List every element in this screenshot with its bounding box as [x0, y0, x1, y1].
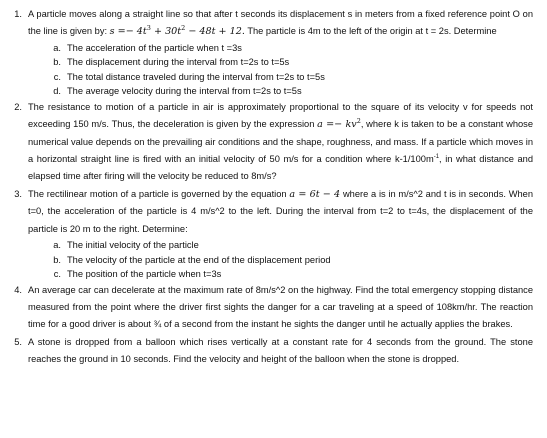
deceleration-equation: $a =- kv^2$: [317, 117, 361, 131]
problem-body: [28, 186, 533, 282]
statement-text: The rectilinear motion of a particle is governed by the equation: [28, 188, 287, 199]
problem-body: [28, 6, 533, 99]
problem-statement: [28, 186, 533, 238]
problem-body: [28, 334, 533, 369]
problem-set: [0, 6, 547, 369]
problem-number: 1.: [14, 9, 22, 19]
statement-text: , in what distance and elapsed time after firing will the velocity be reduced to 8m/s?: [28, 154, 533, 182]
problem-4: [0, 282, 547, 334]
problem-statement: An average car can decelerate at the maximum rate of 8m/s^2 on the highway. Find the total emergency stopping distance measured from the point where the driver first sights the danger for a car traveling at a speed of 108km/hr. The reaction time for a good driver is about ¾ of a second from the instant he sights the danger until he actually applies the brakes.: [28, 284, 533, 330]
unit-exponent: -1: [433, 154, 440, 161]
sub-question: a. The acceleration of the particle when t =3s: [53, 42, 242, 53]
problem-number: 3.: [14, 188, 22, 199]
motion-equation: a = 6t − 4: [289, 188, 341, 200]
statement-text: The resistance to motion of a particle in air is approximately proportional to the square of its velocity v for speeds not exceeding 150 m/s. Thus, the deceleration is given by the expression: [28, 101, 533, 130]
sub-question: c. The total distance traveled during the interval from t=2s to t=5s: [53, 71, 325, 82]
statement-text: where a is in m/s^2 and t is in seconds. When t=0, the acceleration of the particle is 4 m/s^2 to the left. During the interval from t=2 to t=4s, the displacement of the particle is 20 m to the right. Determine:: [28, 188, 533, 234]
problem-5: [0, 334, 547, 369]
sub-question: a. The initial velocity of the particle: [53, 240, 199, 251]
displacement-equation: $s =- 4t^3 + 30t^2 - 48t + 12$.: [109, 24, 245, 38]
sub-question: b. The velocity of the particle at the end of the displacement period: [53, 254, 331, 265]
sub-question: c. The position of the particle when t=3s: [53, 269, 222, 280]
sub-question: b. The displacement during the interval from t=2s to t=5s: [53, 57, 290, 68]
sub-question: d. The average velocity during the interval from t=2s to t=5s: [53, 86, 302, 97]
problem-2: [0, 99, 547, 186]
problem-statement: A stone is dropped from a balloon which rises vertically at a constant rate for 4 seconds from the ground. The stone reaches the ground in 10 seconds. Find the velocity and height of the balloon when the stone is dropped.: [28, 336, 533, 365]
problem-1: [0, 6, 547, 99]
problem-statement: [28, 6, 533, 41]
statement-text: , where k is taken to be a constant whose numerical value depends on the prevailing air conditions and the shape, roughness, and mass. If a particle which moves in a horizontal straight line is fired with an initial velocity of 50 m/s for a condition where k-1/100m: [28, 119, 533, 165]
problem-body: [28, 99, 533, 186]
problem-number: 5.: [14, 336, 22, 347]
statement-text: The particle is 4m to the left of the origin at t = 2s. Determine: [247, 26, 497, 37]
problem-number: 2.: [14, 101, 22, 112]
problem-3: [0, 186, 547, 282]
statement-text: A particle moves along a straight line so that after t seconds its displacement s in meters from a fixed reference point O on the line is given by:: [28, 9, 533, 37]
problem-body: [28, 282, 533, 334]
problem-number: 4.: [14, 284, 22, 295]
problem-statement: [28, 99, 533, 186]
